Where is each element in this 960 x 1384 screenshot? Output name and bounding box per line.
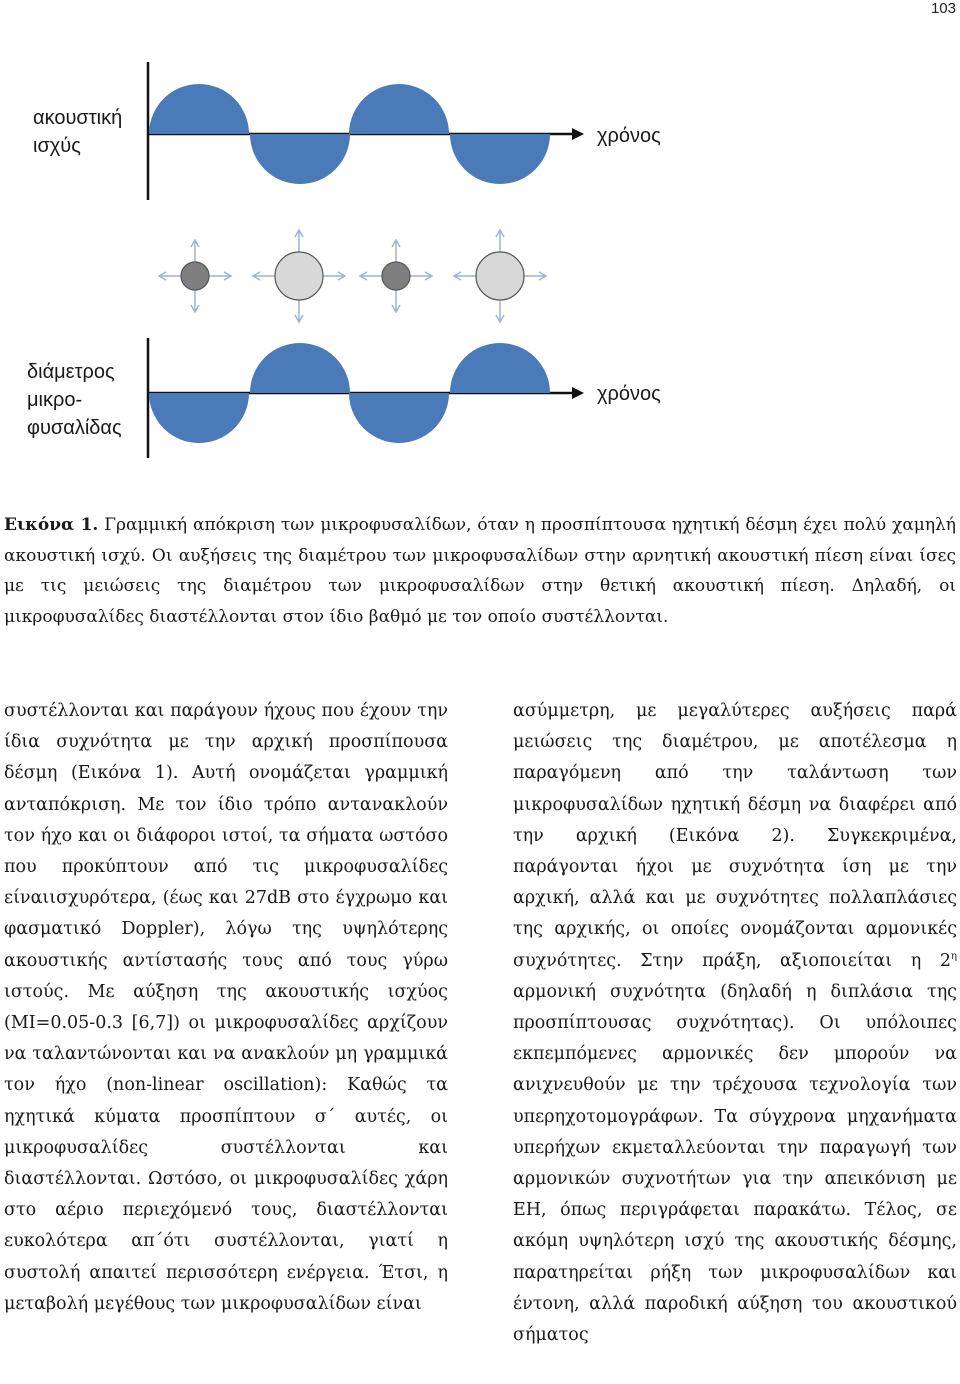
bottom-x-axis-arrowhead <box>572 387 584 399</box>
microbubble <box>382 262 410 290</box>
microbubble <box>181 262 209 290</box>
right-column-paragraph <box>513 696 957 1351</box>
bottom-wave-lobe <box>250 343 350 393</box>
caption-text: Γραμμική απόκριση των μικροφυσαλίδων, όταν η προσπίπτουσα ηχητική δέσμη έχει πολύ χαμηλή ακουστική ισχύ. Οι αυξήσεις της διαμέτρου των μικροφυσαλίδων στην αρνητική ακουστική πίεση είναι ίσες με τις μειώσεις της διαμέτρου των μικροφυσαλίδων στην θετική ακουστική πίεση. Δηλαδή, οι μικροφυσαλίδες διαστέλλονται στον ίδιο βαθμό με τον οποίο συστέλλονται. <box>4 515 956 627</box>
bottom-y-axis-label: διάμετρος μικρο- φυσαλίδας <box>27 361 122 439</box>
right-text-part-1: ασύμμετρη, με μεγαλύτερες αυξήσεις παρά μειώσεις της διαμέτρου, με αποτέλεσμα η παραγόμενη από την ταλάντωση των μικροφυσαλίδων ηχητική δέσμη να διαφέρει από την αρχική (Εικόνα 2). Συγκεκριμένα, παράγονται ήχοι με συχνότητα ίση με την αρχική, αλλά και με συχνότητες πολλαπλάσιες της αρχικής, οι οποίες ονομάζονται αρμονικές συχνότητες. Στην πράξη, αξιοποιείται η 2 <box>513 701 957 971</box>
top-wave-lobe <box>349 84 449 134</box>
superscript-eta: η <box>951 950 957 962</box>
figure-caption <box>4 510 956 632</box>
caption-label: Εικόνα 1. <box>4 515 99 535</box>
left-column <box>4 696 448 1320</box>
microbubble <box>275 252 323 300</box>
left-column-text: συστέλλονται και παράγουν ήχους που έχουν την ίδια συχνότητα με την αρχική προσπίπουσα δέσμη (Εικόνα 1). Αυτή ονομάζεται γραμμική ανταπόκριση. Με τον ίδιο τρόπο αντανακλούν τον ήχο και οι διάφοροι ιστοί, τα σήματα ωστόσο που προκύπτουν από τις μικροφυσαλίδες είναιισχυρότερα, (έως και 27dB στο έγχρωμο και φασματικό Doppler), λόγω της υψηλότερης ακουστικής αντίστασής τους από τους γύρω ιστούς. Με αύξηση της ακουστικής ισχύος (MI=0.05-0.3 [6,7]) οι μικροφυσαλίδες αρχίζουν να ταλαντώνονται και να ανακλούν μη γραμμικά τον ήχο (non-linear oscillation): Καθώς τα ηχητικά κύματα προσπίπτουν σ΄ αυτές, οι μικροφυσαλίδες συστέλλονται και διαστέλλονται. Ωστόσο, οι μικροφυσαλίδες χάρη στο αέριο περιεχόμενό τους, διαστέλλονται ευκολότερα απ΄ότι συστέλλονται, γιατί η συστολή απαιτεί περισσότερη ενέργεια. Έτσι, η μεταβολή μεγέθους των μικροφυσαλίδων είναι <box>4 701 448 1314</box>
bottom-wave-lobe <box>149 393 249 443</box>
right-column <box>513 696 957 1351</box>
bottom-wave-lobe <box>349 393 449 443</box>
figure-diagram <box>0 50 960 470</box>
top-x-axis-arrowhead <box>572 128 584 140</box>
top-y-axis-label: ακουστική ισχύς <box>33 107 123 157</box>
bottom-x-axis-label: χρόνος <box>597 383 661 405</box>
top-wave-lobe <box>250 134 350 184</box>
figure-linear-response <box>0 50 960 470</box>
top-wave-lobe <box>450 134 550 184</box>
page-number: 103 <box>930 0 956 17</box>
top-x-axis-label: χρόνος <box>597 125 661 147</box>
top-wave-lobe <box>149 84 249 134</box>
right-text-part-2: αρμονική συχνότητα (δηλαδή η διπλάσια της προσπίπτουσας συχνότητας). Οι υπόλοιπες εκπεμπόμενες αρμονικές δεν μπορούν να ανιχνευθούν με την τρέχουσα τεχνολογία των υπερηχοτομογράφων. Τα σύγχρονα μηχανήματα υπερήχων εκμεταλλεύονται την παραγωγή των αρμονικών συχνοτήτων για την απεικόνιση με ΕΗ, όπως περιγράφεται παρακάτω. Τέλος, σε ακόμη υψηλότερη ισχύ της ακουστικής δέσμης, παρατηρείται ρήξη των μικροφυσαλίδων και έντονη, αλλά παροδική αύξηση του ακουστικού σήματος <box>513 981 957 1346</box>
microbubble <box>476 252 524 300</box>
bottom-wave-lobe <box>450 343 550 393</box>
